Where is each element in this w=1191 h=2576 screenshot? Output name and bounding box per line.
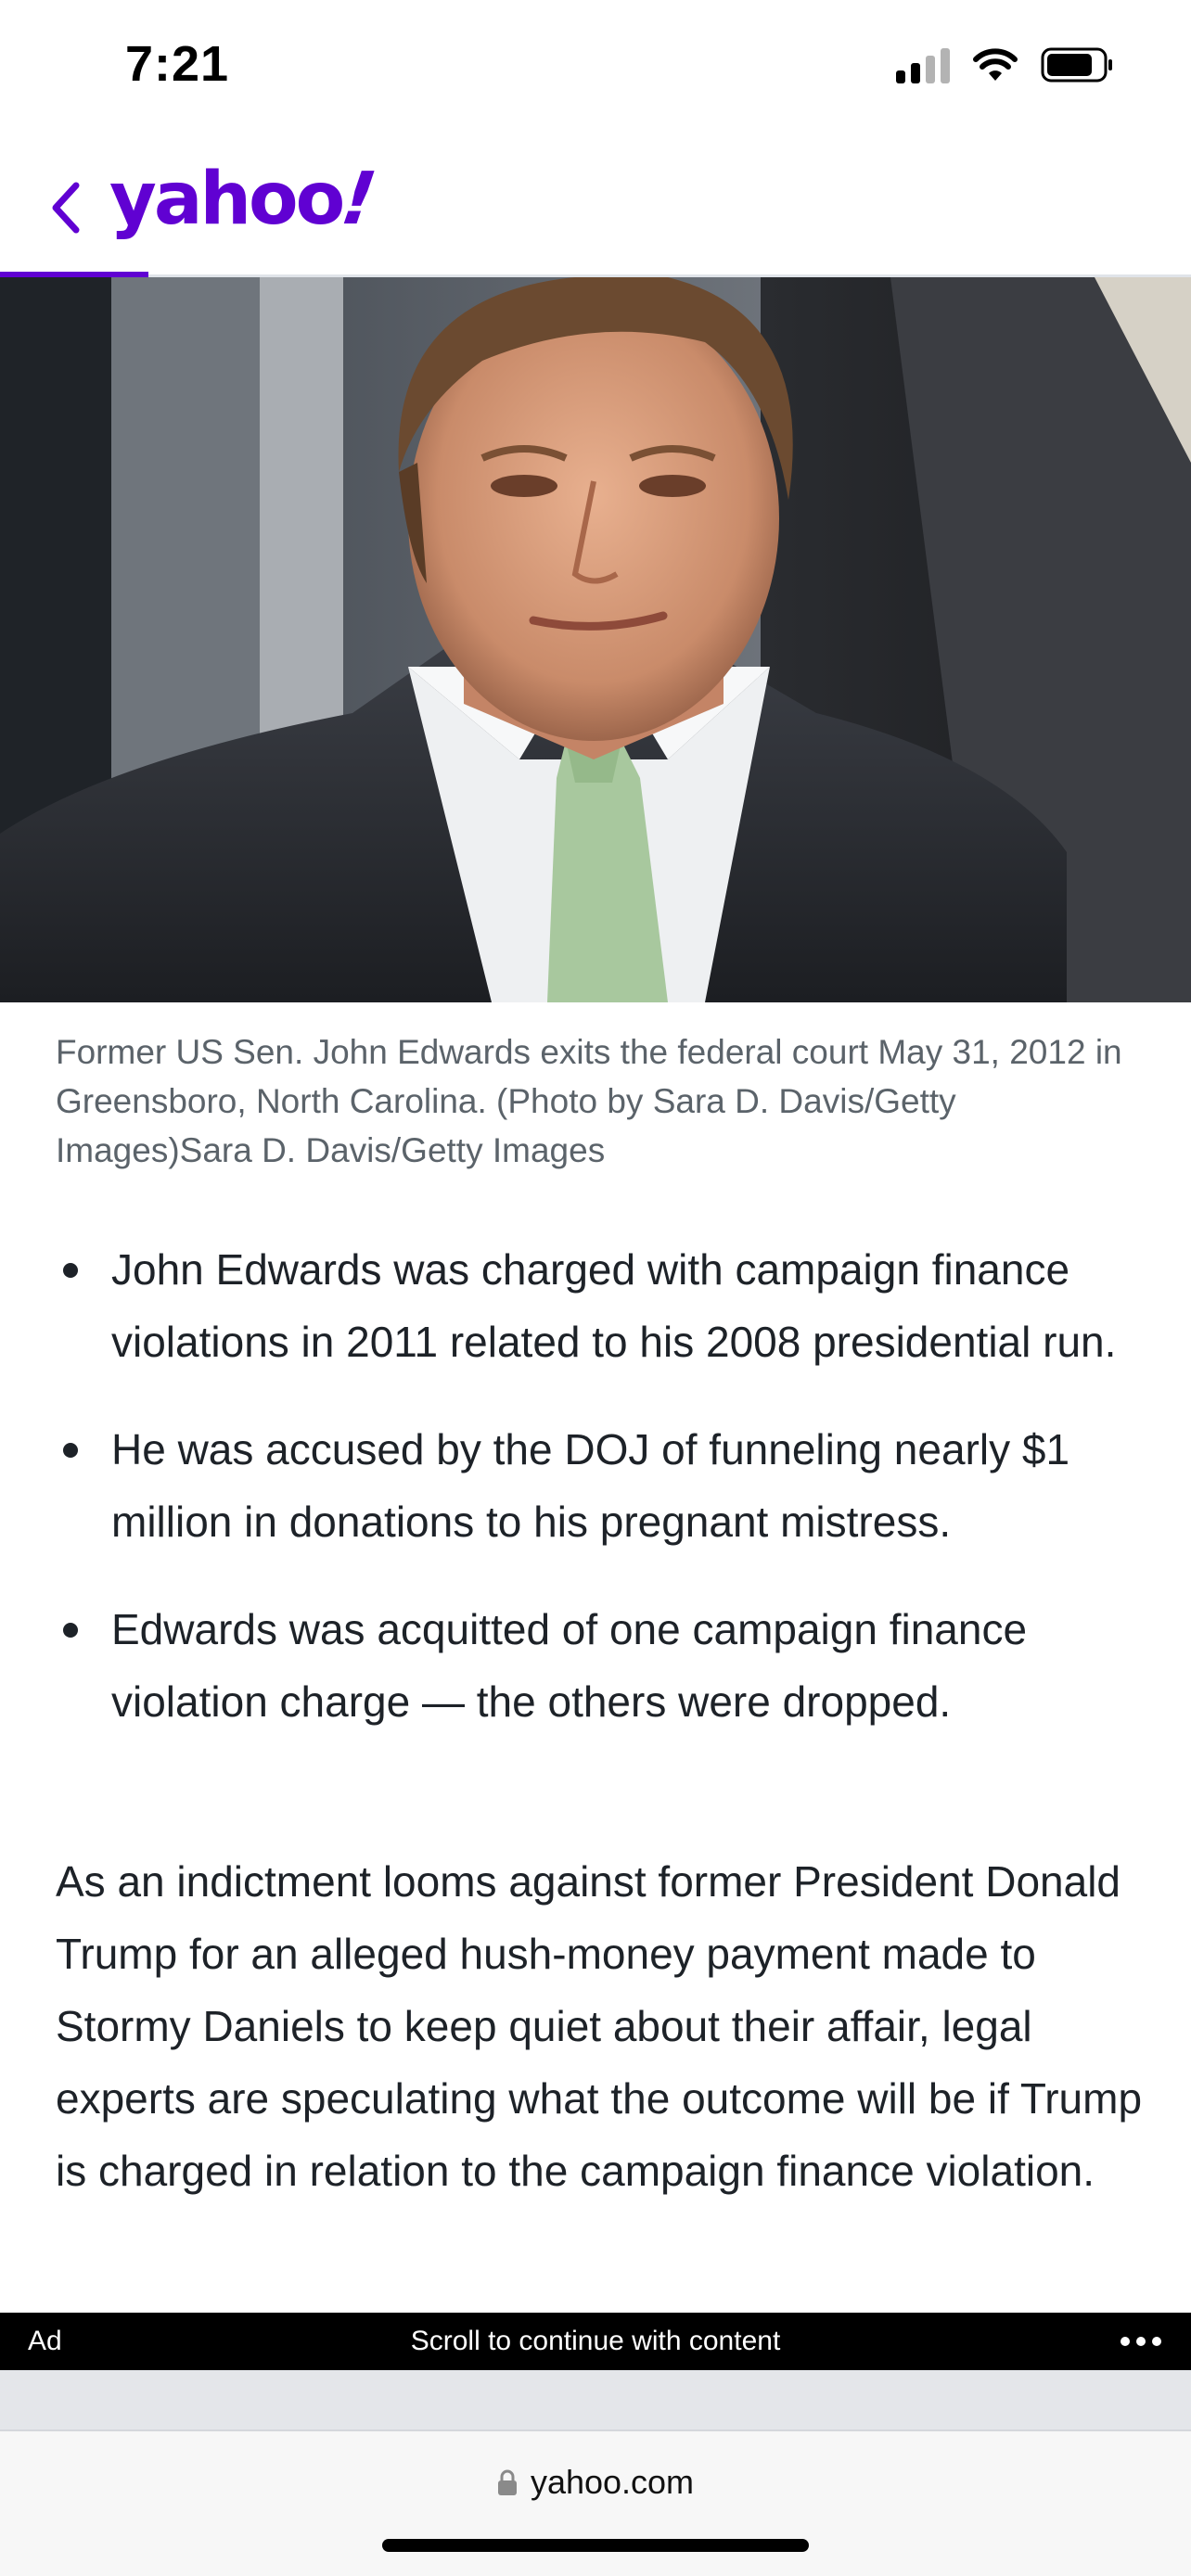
summary-bullet: He was accused by the DOJ of funneling nearly $1 million in donations to his pregnant mistress. (56, 1413, 1141, 1558)
ad-bar[interactable] (0, 2313, 1191, 2370)
image-caption: Former US Sen. John Edwards exits the federal court May 31, 2012 in Greensboro, North Carolina. (Photo by Sara D. Davis/Getty Images)Sara D. Davis/Getty Images (56, 1033, 1122, 1169)
signal-icon (896, 46, 950, 83)
url-bar[interactable] (0, 2463, 1191, 2502)
bullet-dot-icon (63, 1443, 78, 1458)
bullet-dot-icon (63, 1623, 78, 1638)
status-bar (0, 0, 1191, 139)
chevron-left-icon (46, 180, 83, 236)
url-text: yahoo.com (530, 2463, 695, 2501)
bullet-dot-icon (63, 1263, 78, 1278)
status-time: 7:21 (125, 36, 230, 92)
battery-icon (1041, 46, 1115, 83)
john-edwards-photo (0, 277, 1191, 1002)
summary-bullet: John Edwards was charged with campaign finance violations in 2011 related to his 2008 presidential run. (56, 1233, 1141, 1378)
wifi-icon (972, 47, 1018, 83)
article-paragraph: As an indictment looms against former President Donald Trump for an alleged hush-money payment made to Stormy Daniels to keep quiet about their affair, legal experts are speculating what the outcome will be if Trump is charged in relation to the campaign finance violation. (56, 1857, 1143, 2195)
browser-toolbar (0, 2431, 1191, 2576)
home-indicator[interactable] (382, 2539, 809, 2552)
top-nav (0, 139, 1191, 277)
lock-icon (497, 2468, 518, 2496)
ad-area[interactable] (0, 2370, 1191, 2431)
yahoo-logo[interactable]: yahoo! (109, 158, 379, 241)
status-icons (896, 46, 1115, 83)
scroll-to-continue-text: Scroll to continue with content (410, 2326, 781, 2356)
summary-bullet: Edwards was acquitted of one campaign finance violation charge — the others were dropped. (56, 1593, 1141, 1738)
back-button[interactable] (37, 174, 93, 241)
article-hero-image (0, 277, 1191, 1002)
ad-label: Ad (28, 2326, 62, 2356)
more-horizontal-icon[interactable] (1121, 2337, 1161, 2346)
article-summary-bullets (56, 1233, 1141, 1773)
